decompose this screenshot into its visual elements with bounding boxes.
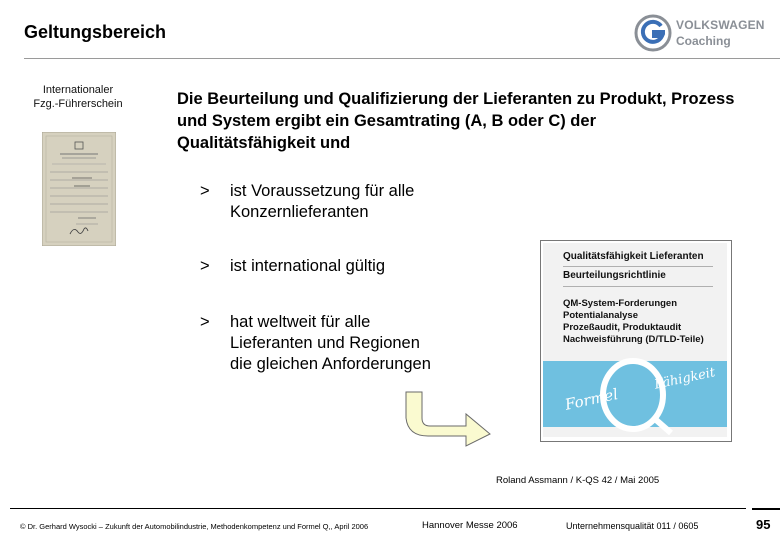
booklet-item: Prozeßaudit, Produktaudit — [563, 322, 682, 333]
bullet-text-line: hat weltweit für alle — [230, 313, 371, 331]
booklet-item: Potentialanalyse — [563, 310, 638, 321]
booklet-cover — [543, 243, 727, 437]
event-name: Hannover Messe 2006 — [422, 520, 518, 531]
booklet-title: Qualitätsfähigkeit Lieferanten — [563, 251, 704, 262]
copyright-text: © Dr. Gerhard Wysocki – Zukunft der Automobilindustrie, Methodenkompetenz und Formel Q,, April 2006 — [20, 522, 369, 531]
booklet-divider — [563, 266, 713, 267]
page-number: 95 — [756, 517, 771, 532]
logo-text-coaching: Coaching — [676, 34, 731, 48]
license-caption — [18, 83, 138, 111]
license-caption-line1: Internationaler — [42, 84, 114, 96]
booklet-subtitle: Beurteilungsrichtlinie — [563, 270, 666, 281]
bullet-arrow: > — [200, 182, 210, 200]
bullet-text-line: ist international gültig — [230, 257, 386, 275]
bullet-text — [230, 181, 414, 223]
footer-divider — [10, 508, 746, 509]
vw-coaching-g-logo-icon — [634, 14, 672, 52]
bullet-text-line: ist Voraussetzung für alle — [230, 182, 415, 200]
intro-paragraph: Die Beurteilung und Qualifizierung der Lieferanten zu Produkt, Prozess und System ergibt ein Gesamtrating (A, B oder C) der Qualitätsfähigkeit und — [177, 90, 735, 152]
formel-q-script-text: Fähigkeit — [653, 365, 717, 393]
bullet-text — [230, 312, 431, 375]
curved-arrow-icon — [400, 388, 496, 450]
bullet-text-line: Konzernlieferanten — [230, 203, 369, 221]
bullet-text-line: die gleichen Anforderungen — [230, 355, 431, 373]
booklet-divider — [563, 286, 713, 287]
bullet-text — [230, 256, 385, 277]
page-title: Geltungsbereich — [24, 22, 167, 42]
formel-q-script-text: Formel — [563, 385, 620, 414]
logo-text-volkswagen: VOLKSWAGEN — [676, 18, 765, 32]
formel-q-logo — [543, 355, 727, 435]
title-divider — [24, 58, 780, 59]
guideline-booklet — [540, 240, 732, 442]
bullet-arrow: > — [200, 313, 210, 331]
booklet-item: QM-System-Forderungen — [563, 298, 678, 309]
bullet-arrow: > — [200, 257, 210, 275]
bullet-text-line: Lieferanten und Regionen — [230, 334, 420, 352]
page-number-bar — [752, 508, 780, 510]
drivers-license-image — [42, 132, 116, 246]
author-credit: Roland Assmann / K-QS 42 / Mai 2005 — [496, 475, 660, 486]
booklet-item: Nachweisführung (D/TLD-Teile) — [563, 334, 704, 345]
license-caption-line2: Fzg.-Führerschein — [33, 98, 123, 110]
vw-coaching-logo — [634, 14, 774, 52]
department-code: Unternehmensqualität 011 / 0605 — [566, 521, 699, 531]
